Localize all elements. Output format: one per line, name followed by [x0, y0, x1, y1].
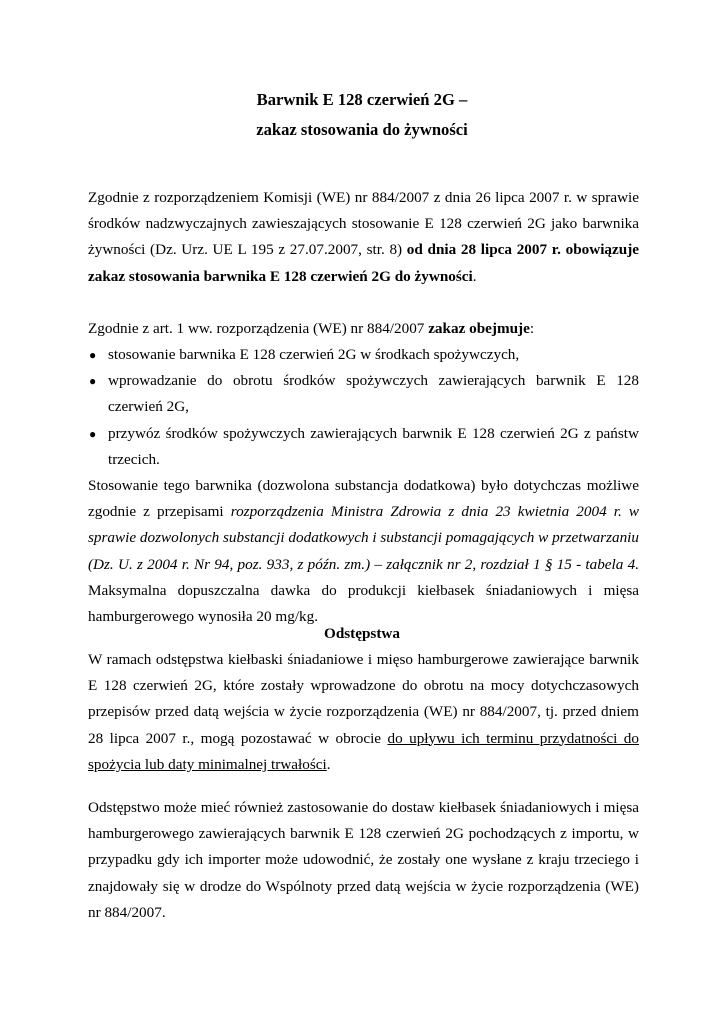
paragraph-derogation-text: W ramach odstępstwa kiełbaski śniadaniowe i mięso hamburgerowe zawierające barwnik E 128 czerwień 2G, które zostały wprowadzone do obrotu na mocy dotychczasowych przepisów przed datą wejścia w życie rozporządzenia (WE) nr 884/2007, tj. przed dniem 28 lipca 2007 r., mogą pozostawać w obrocie: [88, 651, 639, 747]
title-line-2: zakaz stosowania do żywności: [256, 120, 468, 139]
bullet-item: [88, 421, 639, 473]
bullet-item-text: wprowadzanie do obrotu środków spożywczych zawierających barwnik E 128 czerwień 2G,: [108, 372, 639, 416]
bullet-item-text: przywóz środków spożywczych zawierających barwnik E 128 czerwień 2G z państw trzecich.: [108, 424, 639, 468]
paragraph-previous-use-end: Maksymalna dopuszczalna dawka do produkcji kiełbasek śniadaniowych i mięsa hamburgerowego wynosiła 20 mg/kg.: [88, 581, 639, 626]
paragraph-scope: [88, 316, 639, 342]
paragraph-regulation-bold: od dnia 28 lipca 2007 r. obowiązuje zakaz stosowania barwnika E 128 czerwień 2G do żywności: [88, 241, 640, 285]
paragraph-previous-use-text: Stosowanie tego barwnika (dozwolona substancja dodatkowa) było dotychczas możliwe zgodnie z przepisami: [88, 477, 639, 521]
paragraph-regulation-text: Zgodnie z rozporządzeniem Komisji (WE) nr 884/2007 z dnia 26 lipca 2007 r. w sprawie środków nadzwyczajnych zawieszających stosowanie E 128 czerwień 2G jako barwnika żywności (Dz. Urz. UE L 195 z 27.07.2007, str. 8): [88, 189, 639, 259]
bullet-item-text: stosowanie barwnika E 128 czerwień 2G w środkach spożywczych,: [108, 346, 520, 363]
paragraph-scope-bold: zakaz obejmuje: [428, 320, 530, 337]
bullet-dot-icon: ●: [89, 374, 97, 389]
bullet-item: [88, 342, 639, 368]
paragraph-derogation-end: .: [326, 755, 331, 773]
bullet-dot-icon: ●: [89, 426, 97, 441]
paragraph-previous-use: [88, 473, 639, 630]
title-line-1: Barwnik E 128 czerwień 2G –: [256, 90, 468, 109]
paragraph-scope-end: :: [529, 320, 535, 337]
paragraph-derogation: [88, 647, 639, 778]
paragraph-scope-text: Zgodnie z art. 1 ww. rozporządzenia (WE) nr 884/2007: [88, 320, 429, 337]
section-heading-derogations: Odstępstwa: [324, 625, 400, 642]
bullet-dot-icon: ●: [89, 348, 97, 362]
paragraph-regulation: [88, 185, 639, 290]
scope-bullet-list: [88, 342, 639, 473]
paragraph-derogation-underline: do upływu ich terminu przydatności do spożycia lub daty minimalnej trwałości: [88, 729, 639, 773]
paragraph-import-derogation: Odstępstwo może mieć również zastosowanie do dostaw kiełbasek śniadaniowych i mięsa hamburgerowego zawierających barwnik E 128 czerwień 2G pochodzących z importu, w przypadku gdy ich importer może udowodnić, że zostały one wysłane z kraju trzeciego i znajdowały się w drodze do Wspólnoty przed datą wejścia w życie rozporządzenia (WE) nr 884/2007.: [88, 799, 639, 921]
paragraph-previous-use-italic: rozporządzenia Ministra Zdrowia z dnia 23 kwietnia 2004 r. w sprawie dozwolonych substancji dodatkowych i substancji pomagających w przetwarzaniu (Dz. U. z 2004 r. Nr 94, poz. 933, z późn. zm.) – załącznik nr 2, rozdział 1 § 15 - tabela 4.: [88, 503, 639, 573]
bullet-item: [88, 368, 639, 420]
paragraph-regulation-end: .: [472, 267, 477, 285]
